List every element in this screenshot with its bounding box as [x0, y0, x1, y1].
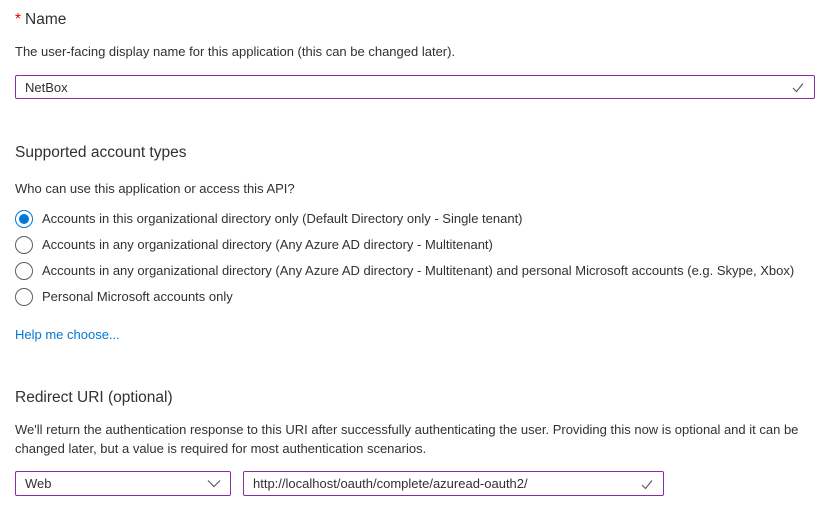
radio-option-multitenant[interactable]: [15, 232, 815, 258]
radio-button-icon: [15, 262, 33, 280]
radio-button-icon: [15, 210, 33, 228]
radio-option-multitenant-personal[interactable]: [15, 258, 815, 284]
platform-select[interactable]: [15, 471, 231, 496]
radio-option-label: Accounts in any organizational directory (Any Azure AD directory - Multitenant): [42, 237, 493, 252]
redirect-uri-field: [243, 471, 664, 496]
app-name-input[interactable]: [15, 75, 815, 99]
radio-option-label: Personal Microsoft accounts only: [42, 289, 233, 304]
redirect-uri-description: We'll return the authentication response to this URI after successfully authenticating the user. Providing this now is optional and it can be changed later, but a value is required for most authentication scenarios.: [15, 422, 799, 456]
radio-option-label: Accounts in any organizational directory (Any Azure AD directory - Multitenant) and personal Microsoft accounts (e.g. Skype, Xbox): [42, 263, 795, 278]
account-types-title: Supported account types: [15, 144, 187, 161]
name-section-title: [15, 10, 815, 30]
app-name-field: [15, 75, 815, 99]
redirect-uri-input[interactable]: [243, 471, 664, 496]
radio-option-label: Accounts in this organizational directory only (Default Directory only - Single tenant): [42, 211, 523, 226]
name-title-text: Name: [25, 11, 67, 28]
radio-option-single-tenant[interactable]: [15, 206, 815, 232]
account-types-radio-group: [15, 206, 815, 310]
radio-button-icon: [15, 288, 33, 306]
redirect-uri-title: Redirect URI (optional): [15, 389, 173, 406]
radio-option-personal-only[interactable]: [15, 284, 815, 310]
account-types-question: Who can use this application or access this API?: [15, 181, 295, 196]
chevron-down-icon: [207, 479, 221, 488]
platform-select-value: Web: [25, 476, 52, 491]
app-registration-form: [0, 10, 829, 526]
help-me-choose-link[interactable]: Help me choose...: [15, 327, 120, 342]
redirect-uri-controls: [15, 471, 815, 496]
radio-button-icon: [15, 236, 33, 254]
required-asterisk: *: [15, 11, 22, 28]
name-description: The user-facing display name for this application (this can be changed later).: [15, 44, 456, 59]
